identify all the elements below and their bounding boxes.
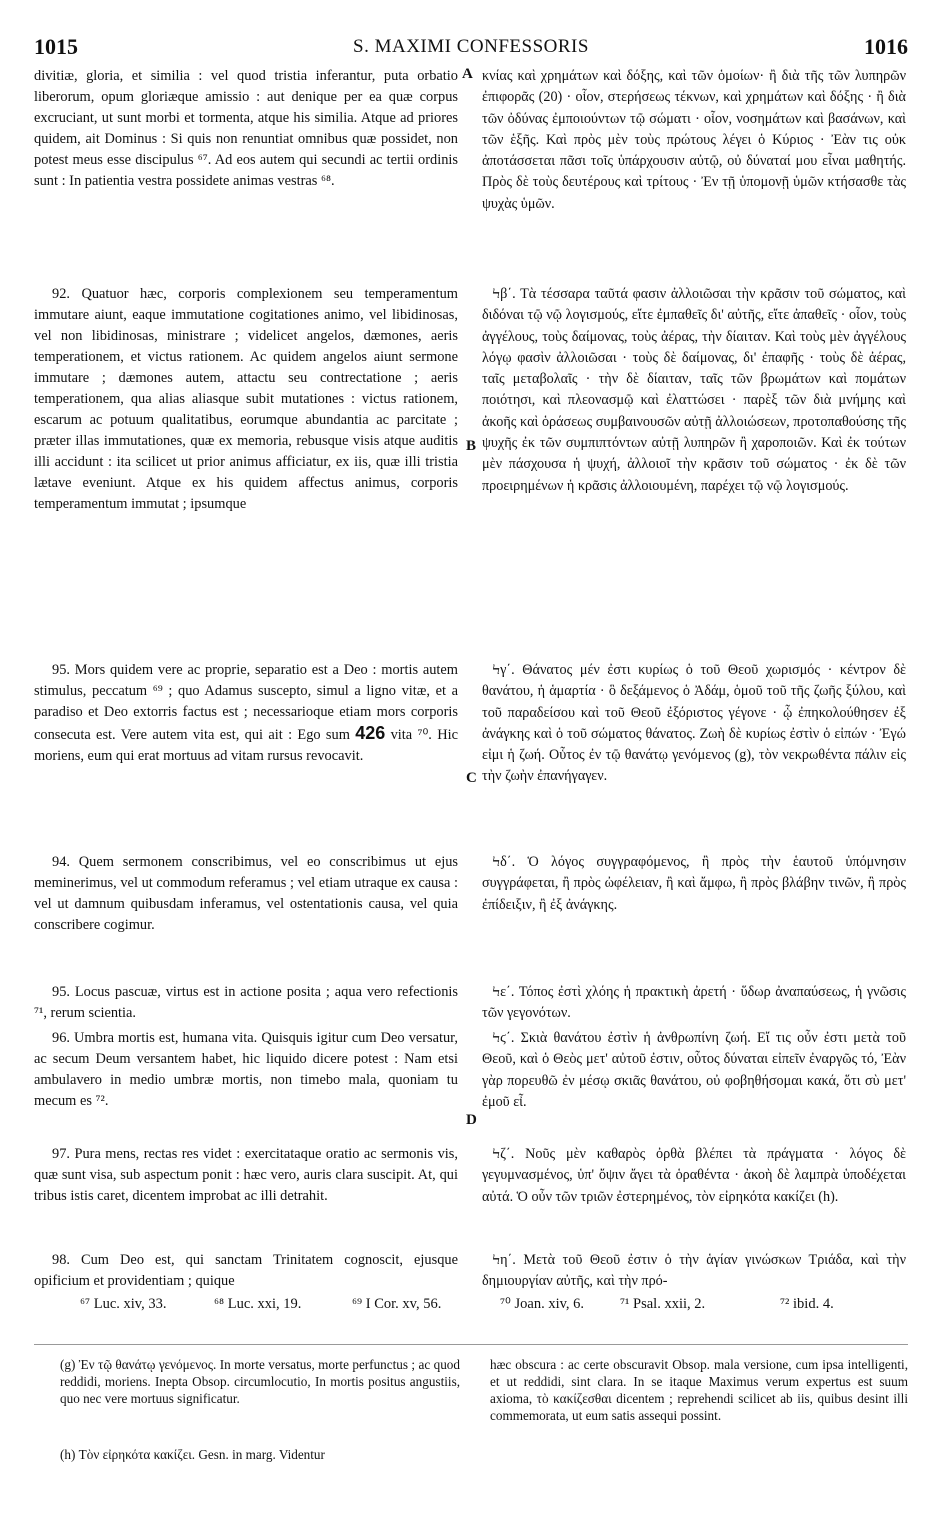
margin-letter-b: B (466, 438, 477, 454)
greek-paragraph-94: Ϟδ΄. Ὁ λόγος συγγραφόμενος, ἢ πρὸς τὴν ἑαυτοῦ ὑπόμνησιν συγγράφεται, ἢ πρὸς ὠφέλειαν, ἢ καὶ ἄμφω, ἢ πρὸς βλάβην τινῶν, ἢ πρὸς ἐπίδειξιν, ἢ ἐξ ἀνάγκης. (482, 854, 906, 913)
margin-letter-c: C (466, 770, 477, 786)
page-header (34, 34, 908, 62)
latin-column (34, 66, 458, 1306)
greek-paragraph-93: Ϟγ΄. Θάνατος μέν ἐστι κυρίως ὁ τοῦ Θεοῦ χωρισμός · κέντρον δὲ θανάτου, ἡ ἁμαρτία · ὃ δεξάμενος ὁ Ἀδάμ, ὁμοῦ τοῦ τῆς ζωῆς ξύλου, καὶ τοῦ παραδείσου καὶ τοῦ Θεοῦ ἐξόριστος γέγονε · ᾧ ἐπηκολούθησεν ἐξ ἀνάγκης καὶ ὁ τοῦ σώματος θάνατος. Ζωὴ δὲ κυρίως ἐστὶν ὁ εἰπών · Ἐγώ εἰμι ἡ ζωή. Οὗτος ἐν τῷ θανάτῳ γενόμενος (g), τὸν νεκρωθέντα πάλιν εἰς τὴν ζωὴν ἐπανήγαγεν. (482, 662, 906, 785)
latin-paragraph-98: 98. Cum Deo est, qui sanctam Trinitatem cognoscit, ejusque opificium et providentiam ; quique (34, 1252, 458, 1289)
footnote-ref: ⁷⁰ Joan. xiv, 6. (500, 1296, 585, 1312)
margin-letter-a: A (462, 66, 473, 82)
latin-paragraph-92: 92. Quatuor hæc, corporis complexionem seu temperamentum immutare aiunt, eaque immutatione cogitationes animo, vel libidinosas, vel non libidinosas, ministrare ; videlicet angelos, dæmones, aeris temperationem, et victus rationem. Ac quidem angelos aiunt sermone immutare ; dæmones autem, attactu seu contrectatione ; aeris temperationem, qua alias aliasque subit mutationes : victus rationem, escarum ac potuum qualitatibus, eorumque abundantia ac parcitate ; præter illas immutationes, quæ ex memoria, rebusque visis atque auditis illi accidunt : ita scilicet ut prior animus afficiatur, ex iis, quæ illi tristia lætave eveniunt. Atque ex his quidem affectus animus, corporis temperamentum immutat ; ipsumque (34, 286, 458, 512)
latin-paragraph-93-text: 95. Mors quidem vere ac proprie, separatio est a Deo : mortis autem stimulus, peccatum ⁶⁹ ; quo Adamus suscepto, simul a ligno vitæ, et a paradiso et Deo extorris factus est ; necessarioque etiam mors corporis consecuta est. Vere autem vita est, qui ait : Ego sum (34, 662, 458, 743)
note-right: hæc obscura : ac certe obscuravit Obsop. mala versione, cum ipsa intelligenti, et ut reddidi, sint clara. In se itaque Maximus verum expertus est suum axioma, τὸ κακίζεσθαι dicentem ; reprehendi scilicet ab iis, quibus desint illi commemorata, ut eum satis assequi possint. (490, 1357, 908, 1423)
greek-paragraph-92: Ϟβ΄. Τὰ τέσσαρα ταῦτά φασιν ἀλλοιῶσαι τὴν κρᾶσιν τοῦ σώματος, καὶ διδόναι τῷ νῷ λογισμούς, εἴτε ἐμπαθεῖς δι' αὐτῆς, εἴτε ἀπαθεῖς · οἷον, τοὺς ἀγγέλους, τοὺς δαίμονας, τοὺς ἀέρας, τὴν δίαιταν. Καὶ τοὺς μὲν ἀγγέλους λόγῳ φασὶν ἀλλοιῶσαι · τοὺς δὲ δαίμονας, δι' ἐπαφῆς · τοὺς δὲ ἀέρας, ταῖς μεταβολαῖς · τὴν δὲ δίαιταν, ταῖς τῶν βρωμάτων καὶ πομάτων ποιότησι, καὶ πλεονασμῷ καὶ ἐλαττώσει · παρὲξ τῶν διὰ μνήμης καὶ ἀκοῆς καὶ ὁράσεως συμβαινουσῶν αὐτῇ ἀλλοιώσεων, προτοπαθούσης τῆς ψυχῆς ἐκ τῶν συμπιπτόντων αὐτῇ λυπηρῶν ἢ χαροποιῶν. Καὶ ἐκ τούτων μὲν πάσχουσα ἡ ψυχή, ἀλλοιοῖ τὴν κρᾶσιν τοῦ σώματος · ἐκ δὲ τῶν προειρημένων ἡ κρᾶσις ἀλλοιουμένη, παρέχει τῷ νῷ λογισμούς. (482, 286, 906, 494)
greek-paragraph-98: Ϟη΄. Μετὰ τοῦ Θεοῦ ἐστιν ὁ τὴν ἁγίαν γινώσκων Τριάδα, καὶ τὴν δημιουργίαν αὐτῆς, καὶ τὴν πρό- (482, 1252, 906, 1290)
footnote-divider (34, 1344, 908, 1345)
latin-paragraph-91-end: divitiæ, gloria, et similia : vel quod tristia inferantur, puta orbatio liberorum, opum gloriæque amissio : aut denique per ea quæ corpus excruciant, ut sunt morbi et tormenta, atque his similia. Atque ad priores quidem, ait Dominus : Si quis non renuntiat omnibus quæ possidet, non potest meus esse discipulus ⁶⁷. Ad eos autem qui secundi ac tertii ordinis sunt : In patientia vestra possidete animas vestras ⁶⁸. (34, 68, 458, 189)
latin-paragraph-97: 97. Pura mens, rectas res videt : exercitataque oratio ac sermonis vis, quæ sunt visa, sub aspectum ponit : hæc vero, auris clara suscipit. At, qui tribus istis caret, dicentem improbat ac illi detrahit. (34, 1146, 458, 1204)
page-number-left: 1015 (34, 34, 78, 59)
greek-column (482, 66, 906, 1306)
page-number-right: 1016 (864, 34, 908, 59)
footnote-references (60, 1296, 908, 1320)
footnote-ref: ⁶⁸ Luc. xxi, 19. (214, 1296, 302, 1312)
note-g: (g) Ἐν τῷ θανάτῳ γενόμενος. In morte versatus, morte perfunctus ; ac quod reddidi, moriens. Inepta Obsop. circumlocutio, In mortis positus angustiis, quo nec vere mortuus significatur. (60, 1357, 460, 1406)
footnote-ref: ⁶⁹ I Cor. xv, 56. (352, 1296, 442, 1312)
note-h: (h) Τὸν εἰρηκότα κακίζει. Gesn. in marg. Videntur (60, 1447, 325, 1462)
margin-letter-d: D (466, 1112, 477, 1128)
footnote-ref: ⁶⁷ Luc. xiv, 33. (80, 1296, 167, 1312)
latin-paragraph-93 (34, 660, 458, 767)
greek-paragraph-97: Ϟζ΄. Νοῦς μὲν καθαρὸς ὀρθὰ βλέπει τὰ πράγματα · λόγος δὲ γεγυμνασμένος, ὑπ' ὄψιν ἄγει τὰ ὁραθέντα · ἀκοὴ δὲ λαμπρὰ ὑποδέχεται αὐτά. Ὁ οὖν τῶν τριῶν ἐστερημένος, τὸν εἰρηκότα κακίζει (h). (482, 1146, 906, 1205)
column-number-426: 426 (355, 723, 386, 743)
latin-paragraph-93-end: vita ⁷⁰. Hic moriens, eum qui erat mortuus ad vitam rursus revocavit. (34, 727, 458, 764)
greek-paragraph-96: Ϟϛ΄. Σκιὰ θανάτου ἐστὶν ἡ ἀνθρωπίνη ζωή. Εἴ τις οὖν ἐστι μετὰ τοῦ Θεοῦ, καὶ ὁ Θεὸς μετ' αὐτοῦ ἐστιν, οὗτος δύναται εἰπεῖν ἐναργῶς τό, Ἐὰν γὰρ πορευθῶ ἐν μέσῳ σκιᾶς θανάτου, οὐ φοβηθήσομαι κακά, ὅτι σὺ μετ' ἐμοῦ εἶ. (482, 1030, 906, 1110)
greek-paragraph-95: Ϟε΄. Τόπος ἐστὶ χλόης ἡ πρακτικὴ ἀρετή · ὕδωρ ἀναπαύσεως, ἡ γνῶσις τῶν γεγονότων. (482, 984, 906, 1022)
latin-paragraph-94: 94. Quem sermonem conscribimus, vel eo conscribimus ut ejus meminerimus, vel ut commodum referamus ; vel etiam utraque ex causa : vel ut damnum quibusdam inferamus, vel ostentationis causa, vel quia conscribere cogimur. (34, 854, 458, 933)
latin-paragraph-96: 96. Umbra mortis est, humana vita. Quisquis igitur cum Deo versatur, ac secum Deum versantem habet, hic liquido dicere potest : Nam etsi ambulavero in medio umbræ mortis, non timebo mala, quoniam tu mecum es ⁷². (34, 1030, 458, 1109)
latin-paragraph-95: 95. Locus pascuæ, virtus est in actione posita ; aqua vero refectionis ⁷¹, rerum scientia. (34, 984, 458, 1021)
greek-paragraph-91-end: κνίας καὶ χρημάτων καὶ δόξης, καὶ τῶν ὁμοίων· ἢ διὰ τῆς τῶν λυπηρῶν ἐπιφορᾶς (20) · οἷον, στερήσεως τέκνων, καὶ χρημάτων καὶ δόξης · ἢ διὰ τῶν ὀδύνας ἐμποιούντων τῷ σώματι · οἷον, νοσημάτων καὶ βασάνων, καὶ τῶν ἑξῆς. Καὶ πρὸς μὲν τοὺς πρώτους λέγει ὁ Κύριος · Ἐὰν τις οὐκ ἀποτάσσεται πᾶσι τοῖς ὑπάρχουσιν αὐτῷ, οὐ δύναταί μου εἶναι μαθητής. Πρὸς δὲ τοὺς δευτέρους καὶ τρίτους · Ἐν τῇ ὑπομονῇ ὑμῶν κτήσασθε τὰς ψυχὰς ὑμῶν. (482, 68, 906, 212)
footnote-ref: ⁷² ibid. 4. (780, 1296, 834, 1312)
running-title: S. MAXIMI CONFESSORIS (353, 36, 589, 57)
footnote-ref: ⁷¹ Psal. xxii, 2. (620, 1296, 706, 1312)
